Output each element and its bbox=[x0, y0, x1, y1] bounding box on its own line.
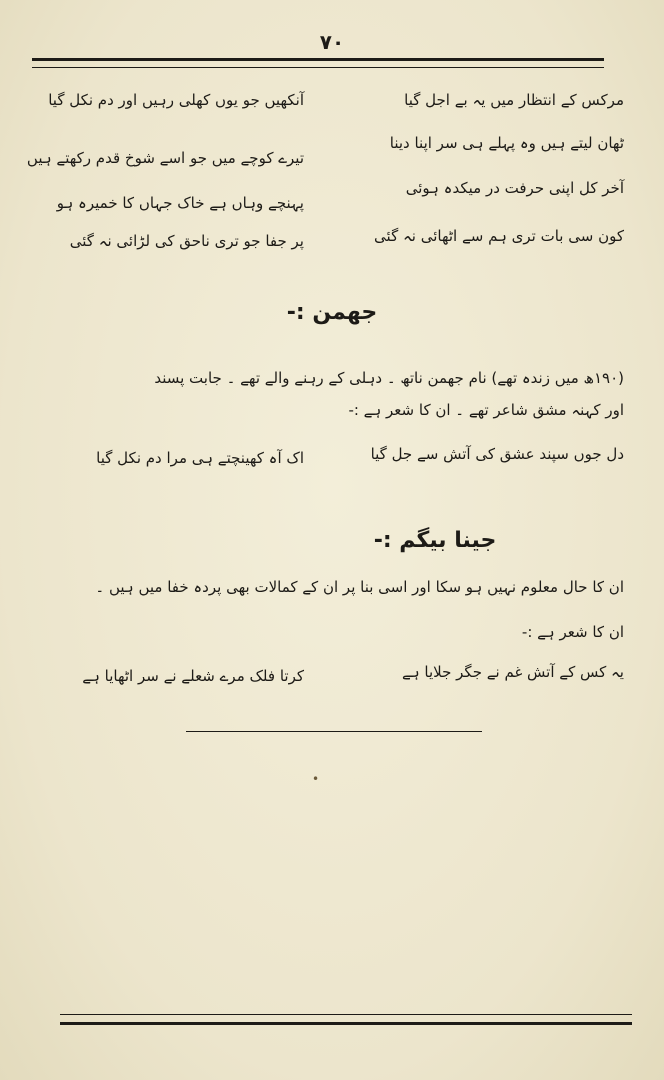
section1-couplet-first: دل جوں سپند عشق کی آتش سے جل گیا bbox=[370, 445, 624, 463]
section2-couplet-first: یہ کس کے آتش غم نے جگر جلایا ہے bbox=[402, 663, 624, 681]
ink-speck: • bbox=[312, 772, 320, 786]
couplet-2-second: تیرے کوچے میں جو اسے شوخ قدم رکھتے ہیں bbox=[26, 149, 304, 167]
section-heading-jeena-begum: جینا بیگم :- bbox=[373, 528, 497, 553]
section-divider bbox=[186, 731, 482, 732]
couplet-4-second: پر جفا جو تری ناحق کی لڑائی نہ گئی bbox=[69, 232, 304, 250]
top-rule-thin bbox=[32, 67, 604, 68]
couplet-2-first: ٹھان لیتے ہیں وہ پہلے ہی سر اپنا دینا bbox=[389, 134, 624, 152]
couplet-1-first: مرکس کے انتظار میں یہ بے اجل گیا bbox=[404, 91, 624, 109]
page-number: ۷۰ bbox=[319, 30, 345, 54]
top-rule-thick bbox=[32, 58, 604, 61]
couplet-4-first: کون سی بات تری ہم سے اٹھائی نہ گئی bbox=[374, 227, 624, 245]
section1-prose-line-2: اور کہنہ مشق شاعر تھے ۔ ان کا شعر ہے :- bbox=[348, 401, 624, 419]
section2-prose-line-2: ان کا شعر ہے :- bbox=[521, 623, 624, 641]
section-heading-jhaman: جھمن :- bbox=[286, 300, 378, 325]
section1-prose-line-1: (۱۹۰ھ میں زندہ تھے) نام جھمن ناتھ ۔ دہلی کے رہنے والے تھے ۔ جابت پسند bbox=[154, 369, 624, 387]
section1-couplet-second: اک آہ کھینچتے ہی مرا دم نکل گیا bbox=[96, 449, 304, 467]
couplet-3-second: پہنچے وہاں ہے خاک جہاں کا خمیرہ ہو bbox=[56, 194, 304, 212]
section2-couplet-second: کرتا فلک مرے شعلے نے سر اٹھایا ہے bbox=[82, 667, 304, 685]
section2-prose-line-1: ان کا حال معلوم نہیں ہو سکا اور اسی بنا پر ان کے کمالات بھی پردہ خفا میں ہیں ۔ bbox=[95, 578, 624, 596]
bottom-rule-thick bbox=[60, 1022, 632, 1025]
couplet-1-second: آنکھیں جو یوں کھلی رہیں اور دم نکل گیا bbox=[48, 91, 304, 109]
couplet-3-first: آخر کل اپنی حرفت در میکدہ ہوئی bbox=[405, 179, 624, 197]
bottom-rule-thin bbox=[60, 1014, 632, 1015]
